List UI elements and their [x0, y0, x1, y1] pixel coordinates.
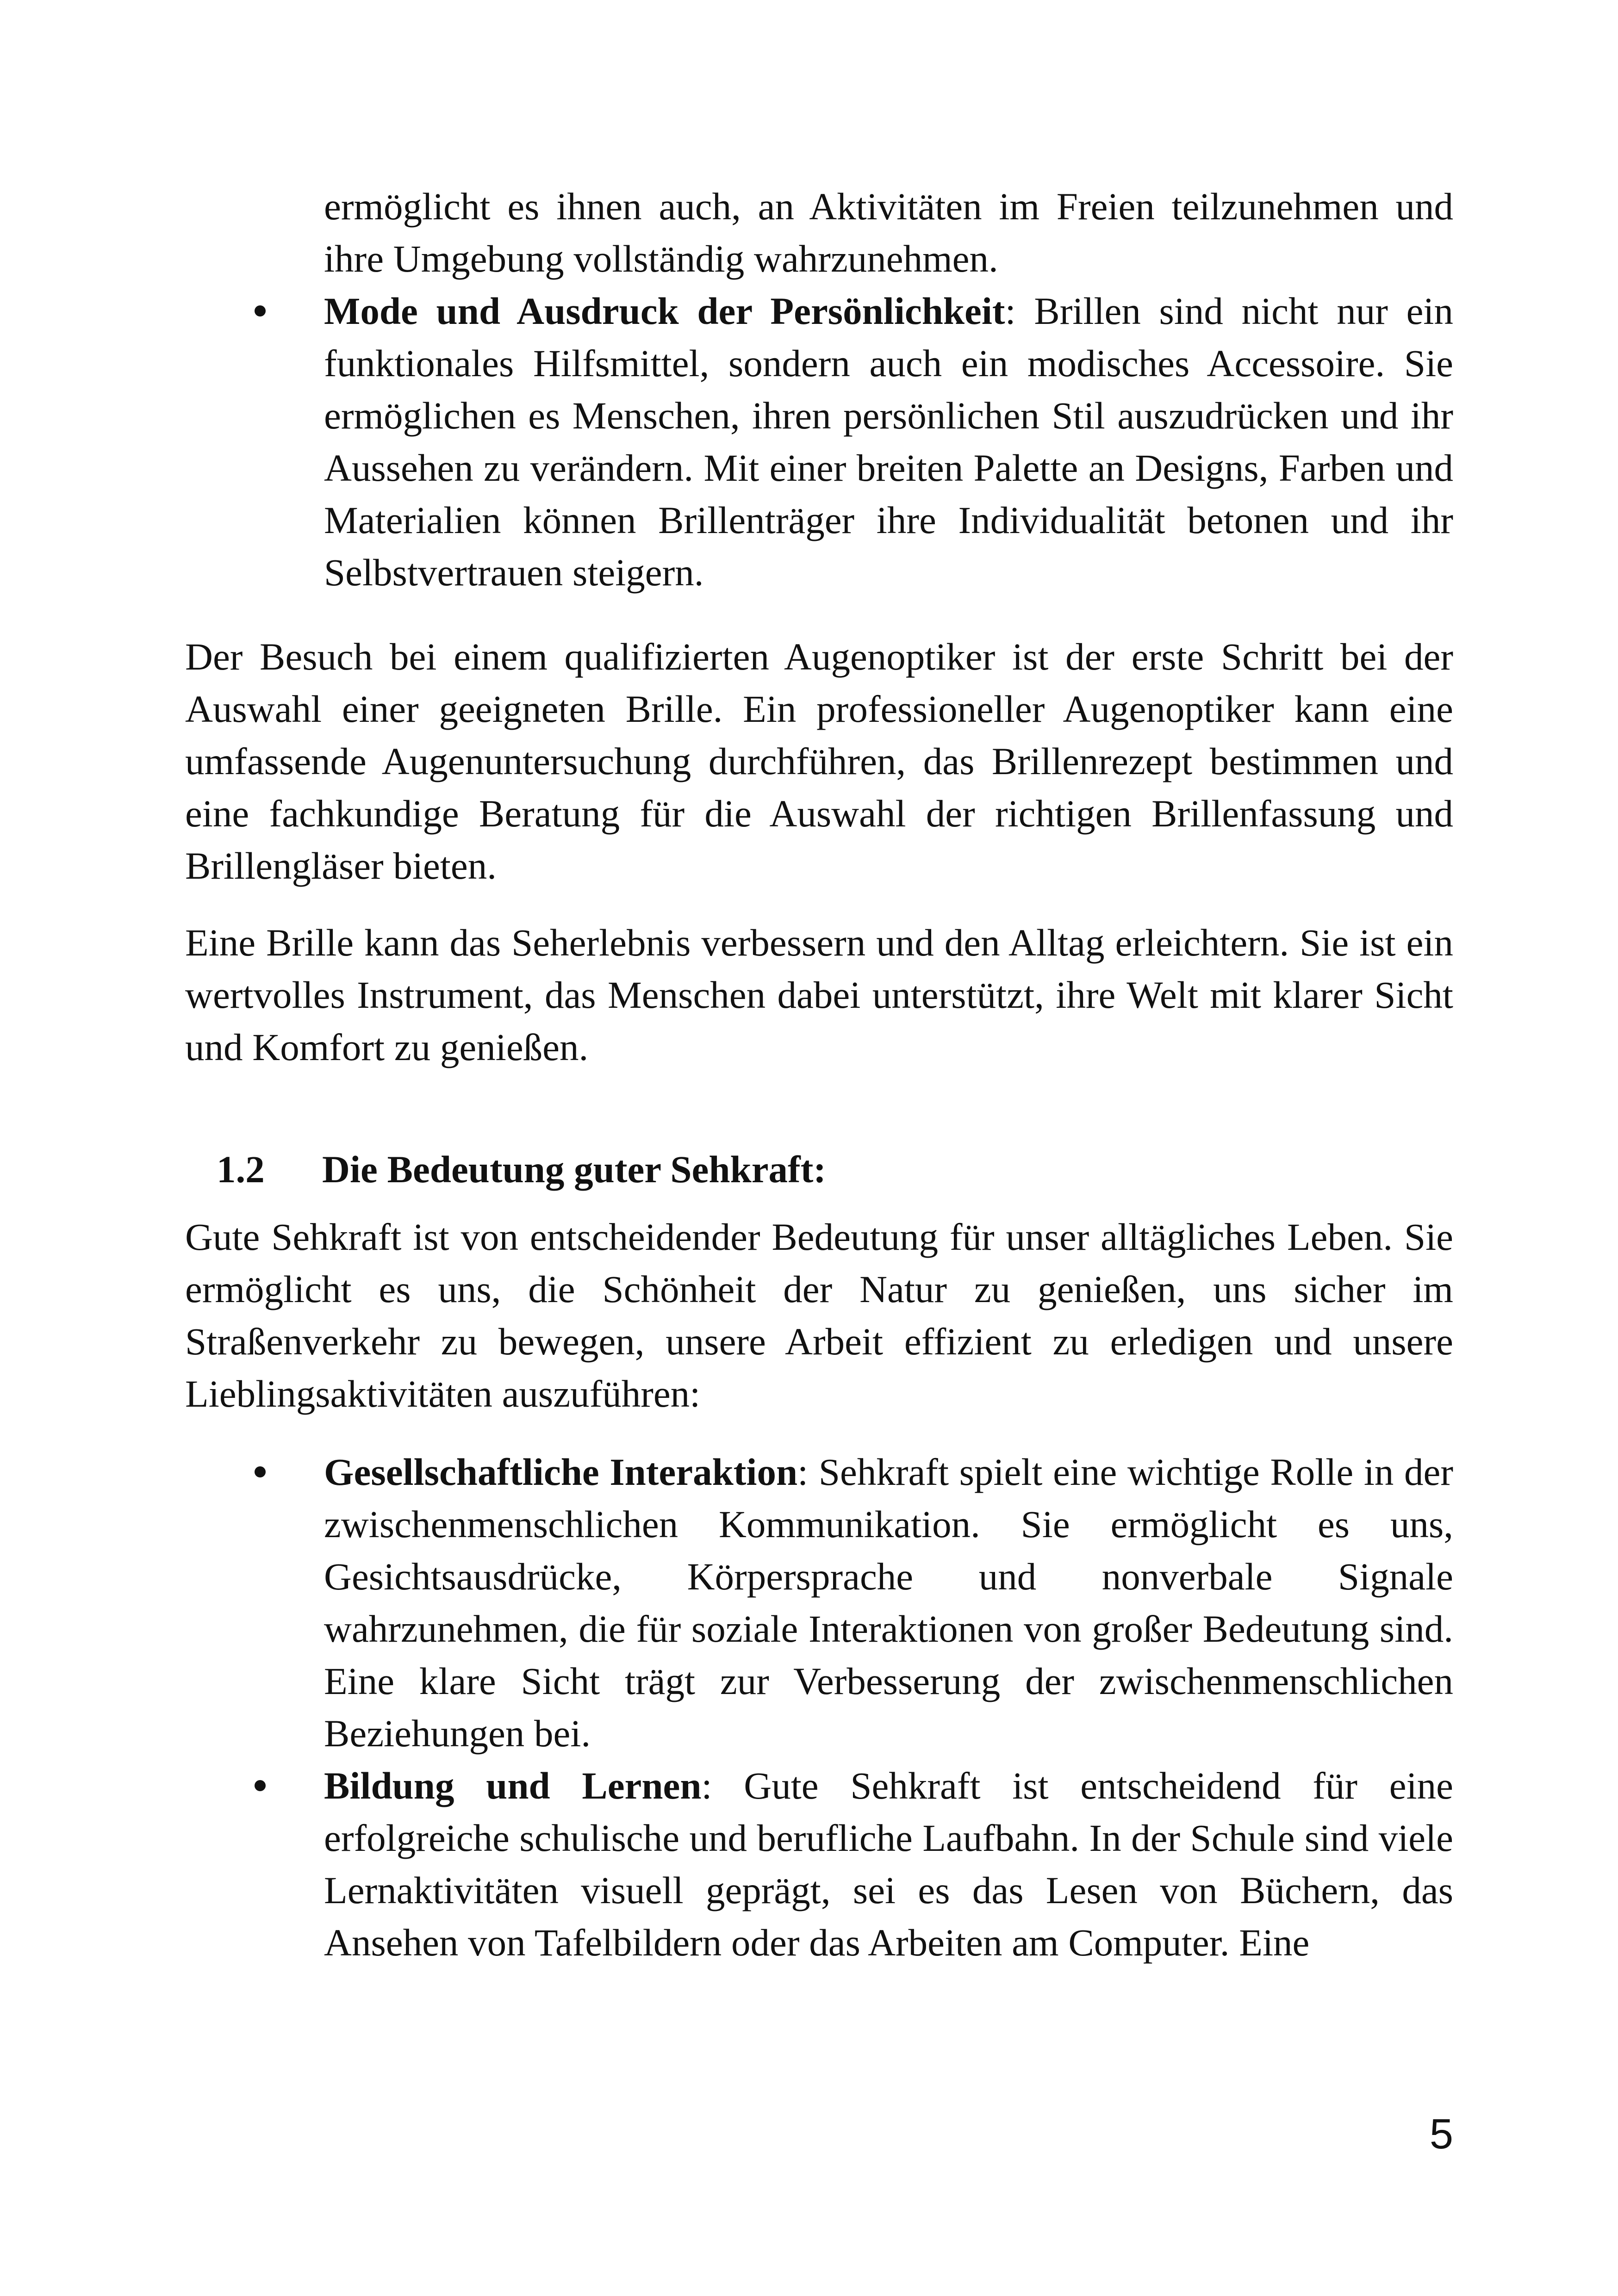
bullet-text: Brillen sind nicht nur ein funktionales Hilfsmittel, sondern auch ein modisches Accessoire. Sie ermöglichen es Menschen, ihren persönlichen Stil auszudrücken und ihr Aussehen zu verändern. Mit einer breiten Palette an Designs, Farben und Materialien können Brillenträger ihre Individualität betonen und ihr Selbstvertrauen steigern. [324, 290, 1453, 594]
bullet-list-top [324, 285, 1453, 599]
paragraph [185, 917, 1453, 1074]
bullet-text: Sehkraft spielt eine wichtige Rolle in der zwischenmenschlichen Kommunikation. Sie ermöglicht es uns, Gesichtsausdrücke, Körpersprache und nonverbale Signale wahrzunehmen, die für soziale Interaktionen von großer Bedeutung sind. Eine klare Sicht trägt zur Verbesserung der zwischenmenschlichen Beziehungen bei. [324, 1451, 1454, 1755]
list-item [324, 285, 1453, 599]
bullet-continuation [324, 180, 1453, 285]
paragraph-text: Eine Brille kann das Seherlebnis verbessern und den Alltag erleichtern. Sie ist ein wertvolles Instrument, das Menschen dabei unterstützt, ihre Welt mit klarer Sicht und Komfort zu genießen. [185, 921, 1453, 1068]
continuation-text: ermöglicht es ihnen auch, an Aktivitäten im Freien teilzunehmen und ihre Umgebung vollständig wahrzunehmen. [324, 185, 1453, 280]
bullet-term: Bildung und Lernen [324, 1764, 702, 1807]
bullet-separator: : [701, 1764, 712, 1807]
section-heading [217, 1143, 826, 1196]
bullet-list-bottom [324, 1446, 1453, 1969]
section-number: 1.2 [217, 1148, 265, 1191]
paragraph-text: Der Besuch bei einem qualifizierten Augenoptiker ist der erste Schritt bei der Auswahl einer geeigneten Brille. Ein professioneller Augenoptiker kann eine umfassende Augenuntersuchung durchführen, das Brillenrezept bestimmen und eine fachkundige Beratung für die Auswahl der richtigen Brillenfassung und Brillengläser bieten. [185, 635, 1453, 887]
paragraph [185, 631, 1453, 892]
bullet-icon [255, 305, 266, 316]
list-item [324, 1760, 1453, 1969]
list-item [324, 1446, 1453, 1760]
bullet-text: Gute Sehkraft ist entscheidend für eine erfolgreiche schulische und berufliche Laufbahn. In der Schule sind viele Lernaktivitäten visuell geprägt, sei es das Lesen von Büchern, das Ansehen von Tafelbildern oder das Arbeiten am Computer. Eine [324, 1764, 1453, 1964]
section-intro-text: Gute Sehkraft ist von entscheidender Bedeutung für unser alltägliches Leben. Sie ermöglicht es uns, die Schönheit der Natur zu genießen, uns sicher im Straßenverkehr zu bewegen, unsere Arbeit effizient zu erledigen und unsere Lieblingsaktivitäten auszuführen: [185, 1216, 1453, 1415]
bullet-separator: : [797, 1451, 809, 1493]
page-number: 5 [1429, 2110, 1453, 2158]
bullet-icon [255, 1466, 266, 1477]
section-title: Die Bedeutung guter Sehkraft: [322, 1148, 826, 1191]
bullet-separator: : [1005, 290, 1016, 332]
bullet-term: Gesellschaftliche Interaktion [324, 1451, 798, 1493]
section-intro [185, 1211, 1453, 1420]
bullet-icon [255, 1780, 266, 1791]
bullet-term: Mode und Ausdruck der Persönlichkeit [324, 290, 1005, 332]
